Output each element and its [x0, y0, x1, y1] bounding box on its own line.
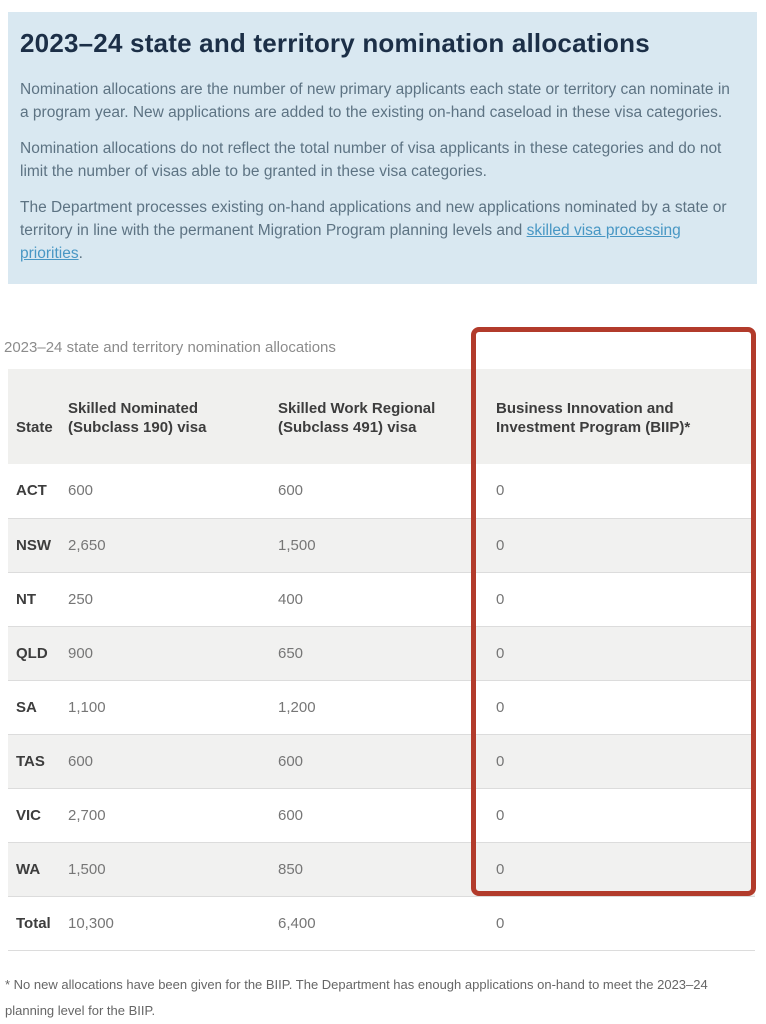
intro-paragraph-2: Nomination allocations do not reflect the total number of visa applicants in these categories and do not limit the number of visas able to be granted in these visa categories.: [20, 140, 722, 180]
value-cell-491: 600: [270, 788, 488, 842]
value-cell-190: 10,300: [60, 896, 270, 950]
value-cell-biip: 0: [488, 680, 755, 734]
value-cell-190: 900: [60, 626, 270, 680]
value-cell-491: 600: [270, 464, 488, 518]
value-cell-491: 400: [270, 572, 488, 626]
intro-paragraph-1: Nomination allocations are the number of new primary applicants each state or territory can nominate in a program year. New applications are added to the existing on-hand caseload in these visa categories.: [20, 81, 730, 121]
page: [0, 12, 766, 1024]
intro-paragraph-3-text: The Department processes existing on-hand applications and new applications nominated by a state or territory in line with the permanent Migration Program planning levels and: [20, 199, 727, 239]
column-header-biip: Business Innovation and Investment Program (BIIP)*: [488, 369, 755, 464]
table-row-total: [8, 896, 755, 950]
value-cell-biip: 0: [488, 734, 755, 788]
table-row-sa: [8, 680, 755, 734]
table-row-act: [8, 464, 755, 518]
value-cell-491: 850: [270, 842, 488, 896]
skilled-visa-processing-priorities-link[interactable]: skilled visa processing priorities: [20, 222, 681, 262]
value-cell-biip: 0: [488, 626, 755, 680]
column-header-subclass-190: Skilled Nominated (Subclass 190) visa: [60, 369, 270, 464]
value-cell-190: 1,500: [60, 842, 270, 896]
value-cell-biip: 0: [488, 518, 755, 572]
value-cell-biip: 0: [488, 842, 755, 896]
intro-paragraph-3-period: .: [78, 245, 83, 262]
value-cell-190: 600: [60, 464, 270, 518]
table-row-vic: [8, 788, 755, 842]
state-cell: NT: [8, 572, 60, 626]
table-row-qld: [8, 626, 755, 680]
value-cell-190: 1,100: [60, 680, 270, 734]
table-row-wa: [8, 842, 755, 896]
state-cell: Total: [8, 896, 60, 950]
allocations-table: [8, 369, 755, 951]
table-row-tas: [8, 734, 755, 788]
table-caption: 2023–24 state and territory nomination allocations: [4, 339, 336, 356]
value-cell-491: 650: [270, 626, 488, 680]
value-cell-biip: 0: [488, 788, 755, 842]
value-cell-190: 250: [60, 572, 270, 626]
value-cell-491: 1,200: [270, 680, 488, 734]
table-row-nsw: [8, 518, 755, 572]
value-cell-190: 2,700: [60, 788, 270, 842]
table-header-row: [8, 369, 755, 464]
intro-panel: [8, 12, 757, 284]
state-cell: ACT: [8, 464, 60, 518]
value-cell-190: 600: [60, 734, 270, 788]
value-cell-190: 2,650: [60, 518, 270, 572]
column-header-subclass-491: Skilled Work Regional (Subclass 491) visa: [270, 369, 488, 464]
table-row-nt: [8, 572, 755, 626]
state-cell: TAS: [8, 734, 60, 788]
footnote: * No new allocations have been given for the BIIP. The Department has enough applications on-hand to meet the 2023–24 planning level for the BIIP.: [5, 976, 708, 1018]
value-cell-biip: 0: [488, 464, 755, 518]
intro-paragraph-3: [20, 196, 741, 265]
value-cell-biip: 0: [488, 572, 755, 626]
value-cell-491: 1,500: [270, 518, 488, 572]
state-cell: QLD: [8, 626, 60, 680]
state-cell: NSW: [8, 518, 60, 572]
state-cell: WA: [8, 842, 60, 896]
value-cell-491: 600: [270, 734, 488, 788]
value-cell-biip: 0: [488, 896, 755, 950]
value-cell-491: 6,400: [270, 896, 488, 950]
page-title: 2023–24 state and territory nomination allocations: [20, 28, 650, 58]
state-cell: SA: [8, 680, 60, 734]
state-cell: VIC: [8, 788, 60, 842]
column-header-state: State: [8, 369, 60, 464]
